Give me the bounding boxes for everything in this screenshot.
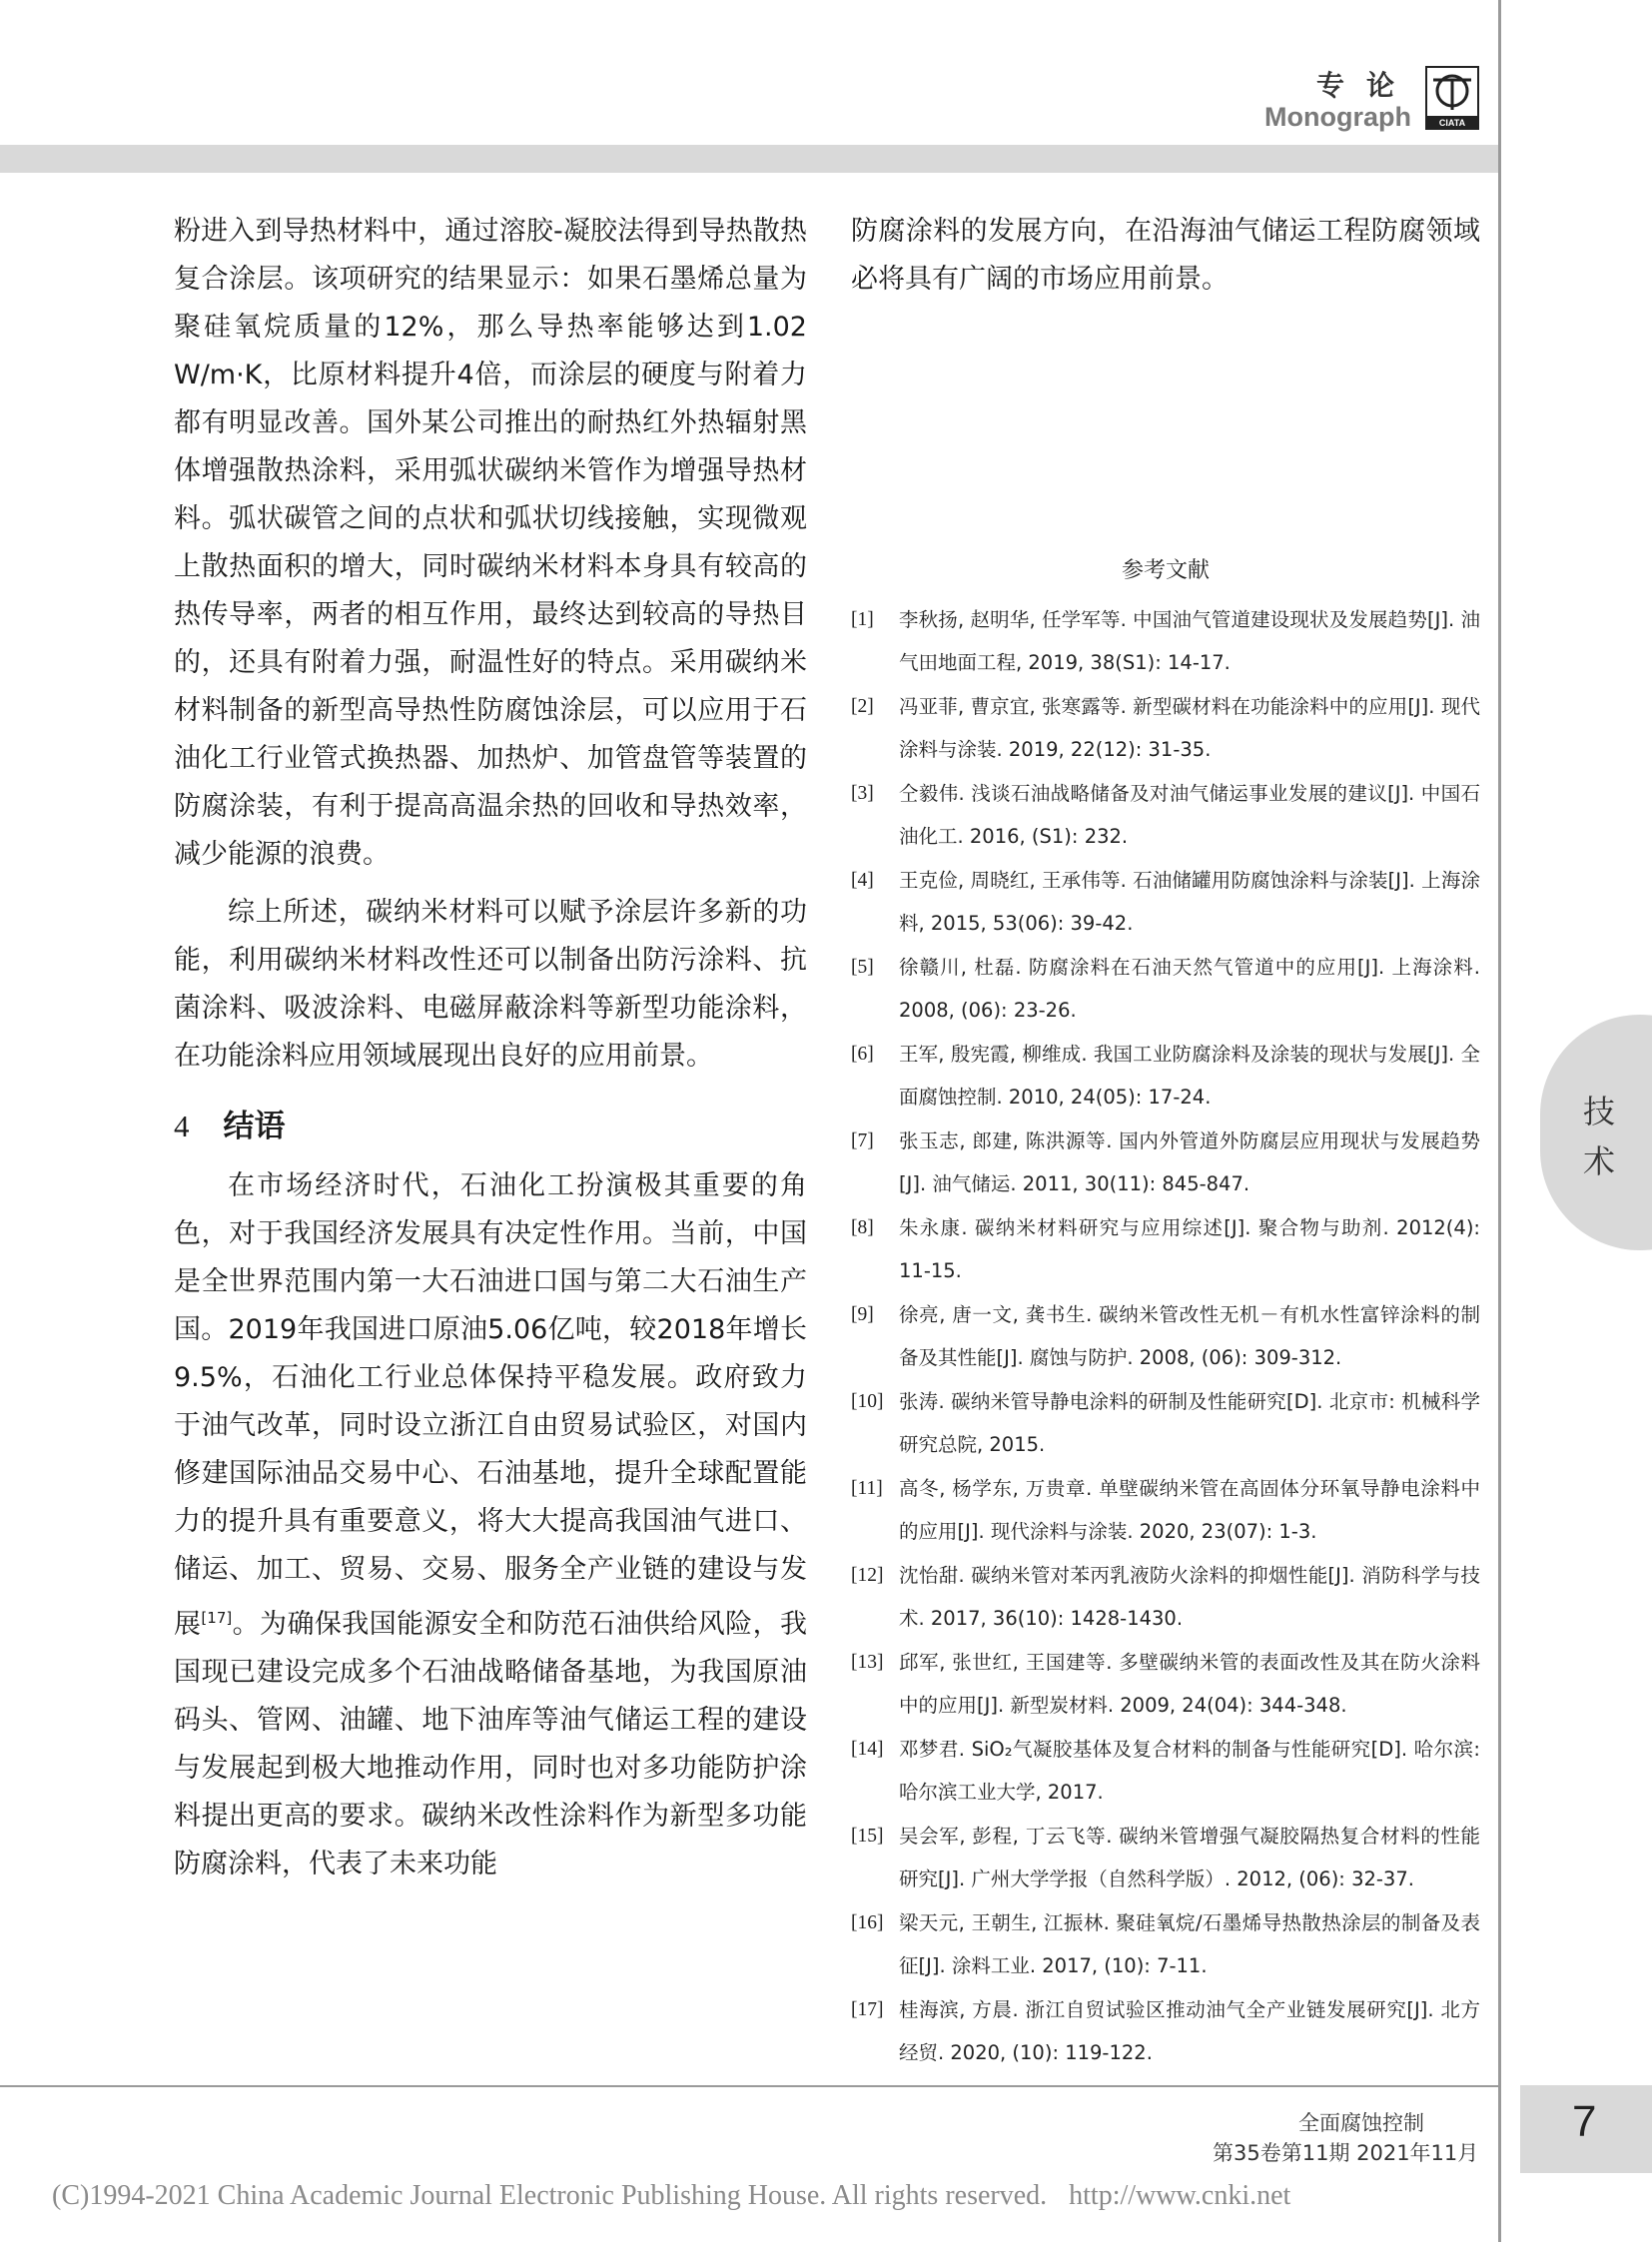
right-column xyxy=(851,208,1480,2075)
reference-item xyxy=(851,1554,1480,1640)
reference-item xyxy=(851,1293,1480,1379)
paragraph: 综上所述，碳纳米材料可以赋予涂层许多新的功能，利用碳纳米材料改性还可以制备出防污涂料、抗菌涂料、吸波涂料、电磁屏蔽涂料等新型功能涂料，在功能涂料应用领域展现出良好的应用前景。 xyxy=(174,897,807,1072)
reference-text: 张涛. 碳纳米管导静电涂料的研制及性能研究[D]. 北京市: 机械科学研究总院, 2015. xyxy=(899,1390,1480,1456)
paragraph: 粉进入到导热材料中，通过溶胶-凝胶法得到导热散热复合涂层。该项研究的结果显示：如果石墨烯总量为聚硅氧烷质量的12%，那么导热率能够达到1.02 W/m·K，比原材料提升4倍，而涂层的硬度与附着力都有明显改善。国外某公司推出的耐热红外热辐射黑体增强散热涂料，采用弧状碳纳米管作为增强导热材料。弧状碳管之间的点状和弧状切线接触，实现微观上散热面积的增大，同时碳纳米材料本身具有较高的热传导率，两者的相互作用，最终达到较高的导热目的，还具有附着力强，耐温性好的特点。采用碳纳米材料制备的新型高导热性防腐蚀涂层，可以应用于石油化工行业管式换热器、加热炉、加管盘管等装置的防腐涂装，有利于提高高温余热的回收和导热效率，减少能源的浪费。 xyxy=(174,216,807,870)
reference-item xyxy=(851,859,1480,945)
ciata-logo-icon xyxy=(1425,66,1479,130)
reference-text: 李秋扬, 赵明华, 任学军等. 中国油气管道建设现状及发展趋势[J]. 油气田地面工程, 2019, 38(S1): 14-17. xyxy=(899,608,1480,674)
section-heading xyxy=(174,1103,807,1150)
paragraph: 在市场经济时代，石油化工扮演极其重要的角色，对于我国经济发展具有决定性作用。当前，中国是全世界范围内第一大石油进口国与第二大石油生产国。2019年我国进口原油5.06亿吨，较2018年增长9.5%，石油化工行业总体保持平稳发展。政府致力于油气改革，同时设立浙江自由贸易试验区，对国内修建国际油品交易中心、石油基地，提升全球配置能力的提升具有重要意义，将大大提高我国油气进口、储运、加工、贸易、交易、服务全产业链的建设与发展[17]。为确保我国能源安全和防范石油供给风险，我国现已建设完成多个石油战略储备基地，为我国原油码头、管网、油罐、地下油库等油气储运工程的建设与发展起到极大地推动作用，同时也对多功能防护涂料提出更高的要求。碳纳米改性涂料作为新型多功能防腐涂料，代表了未来功能 xyxy=(174,1170,808,1879)
right-margin-rule xyxy=(1498,0,1501,2242)
reference-number: [16] xyxy=(851,1912,884,1933)
reference-number: [11] xyxy=(851,1478,883,1499)
reference-item xyxy=(851,1901,1480,1987)
logo-text: CIATA xyxy=(1438,118,1466,128)
reference-number: [3] xyxy=(851,783,874,804)
footer-rule xyxy=(0,2085,1498,2087)
reference-text: 冯亚菲, 曹京宜, 张寒露等. 新型碳材料在功能涂料中的应用[J]. 现代涂料与涂装. 2019, 22(12): 31-35. xyxy=(899,695,1480,761)
reference-text: 王克俭, 周晓红, 王承伟等. 石油储罐用防腐蚀涂料与涂装[J]. 上海涂料, 2015, 53(06): 39-42. xyxy=(899,869,1480,935)
reference-number: [12] xyxy=(851,1565,884,1586)
reference-item xyxy=(851,1728,1480,1814)
reference-item xyxy=(851,1206,1480,1292)
reference-text: 徐赣川, 杜磊. 防腐涂料在石油天然气管道中的应用[J]. 上海涂料. 2008, (06): 23-26. xyxy=(899,956,1480,1022)
reference-item xyxy=(851,1380,1480,1466)
reference-number: [5] xyxy=(851,957,874,978)
journal-name: 全面腐蚀控制 xyxy=(1298,2111,1424,2135)
citation: [17] xyxy=(201,1609,233,1627)
reference-text: 桂海滨, 方晨. 浙江自贸试验区推动油气全产业链发展研究[J]. 北方经贸. 2020, (10): 119-122. xyxy=(899,1998,1480,2064)
side-tab-label: 技 术 xyxy=(1582,1093,1615,1180)
reference-number: [13] xyxy=(851,1652,884,1673)
reference-text: 邱军, 张世红, 王国建等. 多壁碳纳米管的表面改性及其在防火涂料中的应用[J]. 新型炭材料. 2009, 24(04): 344-348. xyxy=(899,1651,1480,1717)
reference-number: [8] xyxy=(851,1217,874,1238)
heading-text: 结语 xyxy=(223,1109,286,1144)
reference-item xyxy=(851,1988,1480,2074)
reference-item xyxy=(851,1815,1480,1900)
section-subtitle: Monograph xyxy=(1264,102,1411,132)
reference-number: [6] xyxy=(851,1044,874,1065)
issue-info: 第35卷第11期 2021年11月 xyxy=(1213,2141,1479,2165)
reference-number: [9] xyxy=(851,1304,874,1325)
references-title: 参考文献 xyxy=(1121,558,1210,583)
reference-item xyxy=(851,1641,1480,1727)
reference-text: 仝毅伟. 浅谈石油战略储备及对油气储运事业发展的建议[J]. 中国石油化工. 2016, (S1): 232. xyxy=(899,782,1480,848)
reference-text: 吴会军, 彭程, 丁云飞等. 碳纳米管增强气凝胶隔热复合材料的性能研究[J]. 广州大学学报（自然科学版）. 2012, (06): 32-37. xyxy=(899,1825,1480,1890)
reference-number: [10] xyxy=(851,1391,884,1412)
reference-text: 高冬, 杨学东, 万贵章. 单壁碳纳米管在高固体分环氧导静电涂料中的应用[J]. 现代涂料与涂装. 2020, 23(07): 1-3. xyxy=(899,1477,1480,1543)
reference-text: 沈怡甜. 碳纳米管对苯丙乳液防火涂料的抑烟性能[J]. 消防科学与技术. 2017, 36(10): 1428-1430. xyxy=(899,1564,1480,1630)
reference-number: [14] xyxy=(851,1739,884,1760)
cnki-link[interactable]: http://www.cnki.net xyxy=(1069,2180,1291,2211)
reference-text: 徐亮, 唐一文, 龚书生. 碳纳米管改性无机－有机水性富锌涂料的制备及其性能[J]. 腐蚀与防护. 2008, (06): 309-312. xyxy=(899,1303,1480,1369)
reference-item xyxy=(851,1467,1480,1553)
reference-number: [4] xyxy=(851,870,874,891)
reference-number: [15] xyxy=(851,1826,884,1847)
reference-item xyxy=(851,1033,1480,1119)
copyright-notice: (C)1994-2021 China Academic Journal Electronic Publishing House. All rights reserved. http://www.cnki.net xyxy=(52,2180,1291,2211)
reference-item xyxy=(851,1120,1480,1205)
reference-text: 邓梦君. SiO₂气凝胶基体及复合材料的制备与性能研究[D]. 哈尔滨: 哈尔滨工业大学, 2017. xyxy=(899,1738,1480,1804)
reference-list xyxy=(851,598,1480,2074)
reference-item xyxy=(851,946,1480,1032)
paragraph: 防腐涂料的发展方向，在沿海油气储运工程防腐领域必将具有广阔的市场应用前景。 xyxy=(851,216,1480,295)
reference-item xyxy=(851,685,1480,771)
reference-text: 朱永康. 碳纳米材料研究与应用综述[J]. 聚合物与助剂. 2012(4): 11-15. xyxy=(899,1216,1480,1282)
reference-number: [2] xyxy=(851,696,874,717)
reference-text: 王军, 殷宪霞, 柳维成. 我国工业防腐涂料及涂装的现状与发展[J]. 全面腐蚀控制. 2010, 24(05): 17-24. xyxy=(899,1043,1480,1109)
left-column xyxy=(174,208,807,1888)
section-title: 专论 xyxy=(1316,69,1417,102)
heading-number: 4 xyxy=(174,1109,190,1143)
reference-item xyxy=(851,772,1480,858)
reference-item xyxy=(851,598,1480,684)
reference-number: [1] xyxy=(851,609,874,630)
page-number: 7 xyxy=(1572,2097,1597,2146)
reference-number: [7] xyxy=(851,1130,874,1151)
header-band xyxy=(0,145,1498,173)
reference-text: 张玉志, 郎建, 陈洪源等. 国内外管道外防腐层应用现状与发展趋势[J]. 油气储运. 2011, 30(11): 845-847. xyxy=(899,1129,1480,1195)
reference-number: [17] xyxy=(851,1999,884,2020)
reference-text: 梁天元, 王朝生, 江振林. 聚硅氧烷/石墨烯导热散热涂层的制备及表征[J]. 涂料工业. 2017, (10): 7-11. xyxy=(899,1911,1480,1977)
